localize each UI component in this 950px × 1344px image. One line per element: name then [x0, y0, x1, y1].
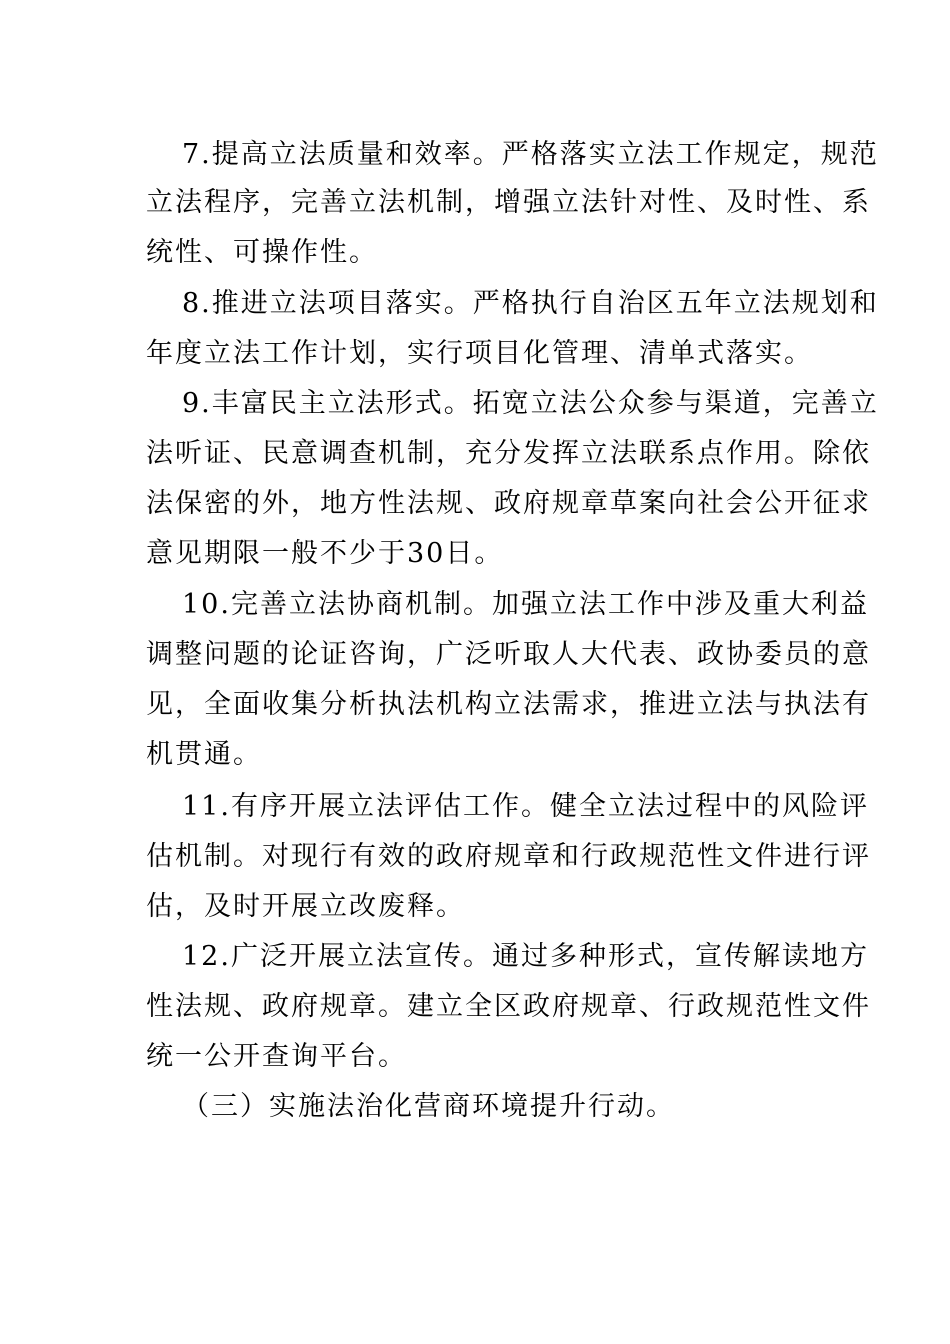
- paragraph-9-line-3: 法保密的外，地方性法规、政府规章草案向社会公开征求: [146, 488, 871, 519]
- section-heading: （三）实施法治化营商环境提升行动。: [182, 1091, 675, 1122]
- paragraph-8-line-1: 8.推进立法项目落实。严格执行自治区五年立法规划和: [182, 288, 879, 319]
- paragraph-10-line-1: 10.完善立法协商机制。加强立法工作中涉及重大利益: [182, 589, 869, 620]
- paragraph-8-line-2: 年度立法工作计划，实行项目化管理、清单式落实。: [146, 338, 813, 369]
- paragraph-12-line-2: 性法规、政府规章。建立全区政府规章、行政规范性文件: [146, 991, 871, 1022]
- paragraph-10-line-4: 机贯通。: [146, 739, 262, 770]
- paragraph-9-line-4: 意见期限一般不少于30日。: [146, 538, 504, 569]
- paragraph-10-line-2: 调整问题的论证咨询，广泛听取人大代表、政协委员的意: [146, 639, 871, 670]
- paragraph-7-line-1: 7.提高立法质量和效率。严格落实立法工作规定，规范: [182, 139, 879, 170]
- paragraph-9-line-1: 9.丰富民主立法形式。拓宽立法公众参与渠道，完善立: [182, 388, 879, 419]
- paragraph-10-line-3: 见，全面收集分析执法机构立法需求，推进立法与执法有: [146, 689, 871, 720]
- paragraph-12-line-1: 12.广泛开展立法宣传。通过多种形式，宣传解读地方: [182, 941, 869, 972]
- paragraph-9-line-2: 法听证、民意调查机制，充分发挥立法联系点作用。除依: [146, 438, 871, 469]
- paragraph-12-line-3: 统一公开查询平台。: [146, 1041, 407, 1072]
- paragraph-11-line-2: 估机制。对现行有效的政府规章和行政规范性文件进行评: [146, 841, 871, 872]
- paragraph-11-line-1: 11.有序开展立法评估工作。健全立法过程中的风险评: [182, 791, 869, 822]
- paragraph-7-line-3: 统性、可操作性。: [146, 237, 378, 268]
- paragraph-7-line-2: 立法程序，完善立法机制，增强立法针对性、及时性、系: [146, 187, 871, 218]
- paragraph-11-line-3: 估，及时开展立改废释。: [146, 891, 465, 922]
